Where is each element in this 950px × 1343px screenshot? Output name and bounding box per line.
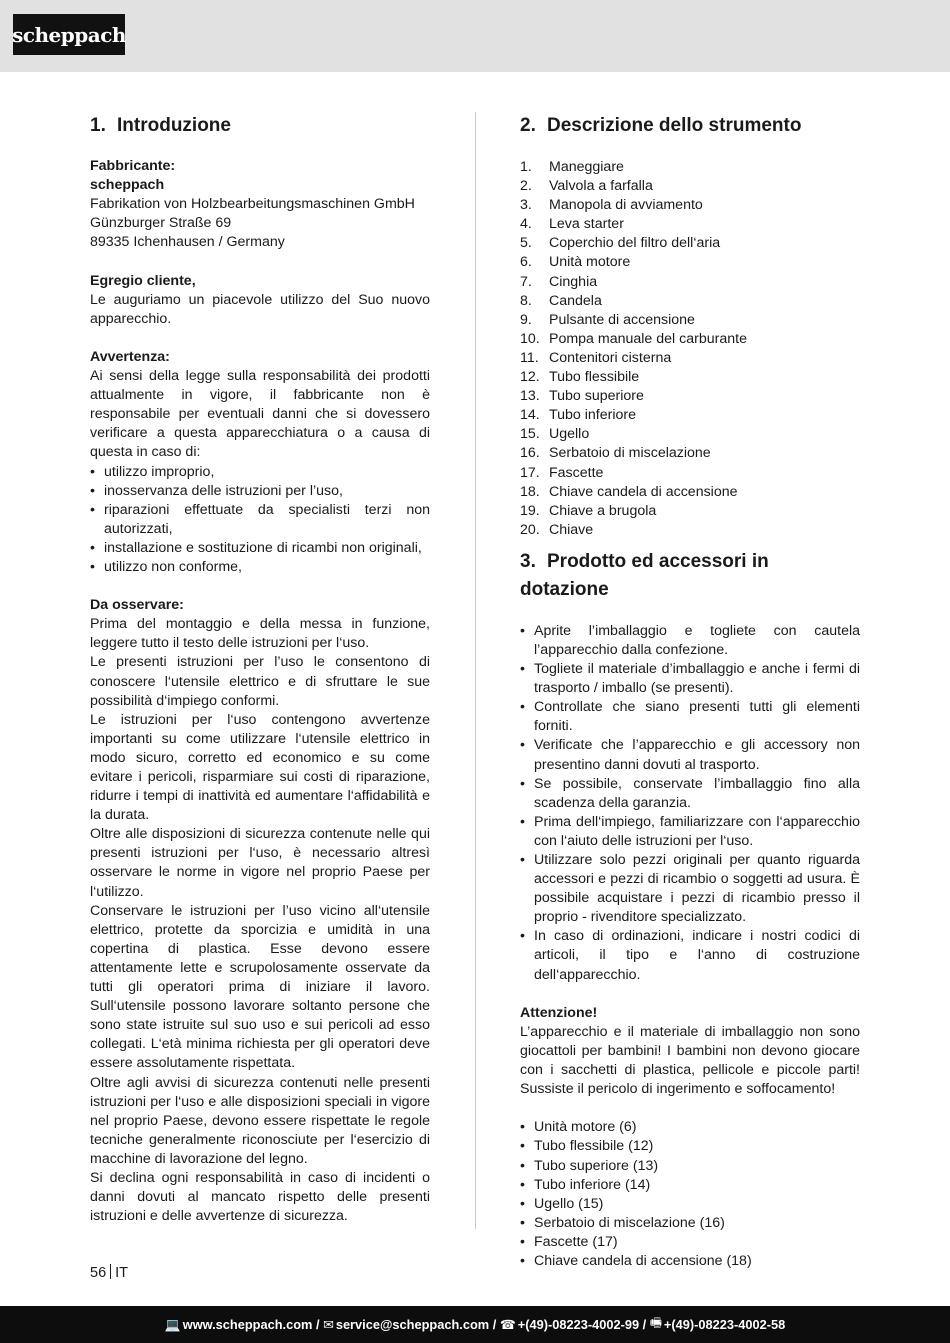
list-item: • Se possibile, conservate l’imballaggio fino alla scadenza della garanzia. bbox=[520, 775, 860, 813]
parts-list-item: 18. Chiave candela di accensione bbox=[520, 483, 738, 500]
list-item: • Unità motore (6) bbox=[520, 1118, 860, 1137]
parts-list-item: 11. Contenitori cisterna bbox=[520, 349, 672, 366]
list-item: • Serbatoio di miscelazione (16) bbox=[520, 1214, 860, 1233]
list-item: • Controllate che siano presenti tutti gli elementi forniti. bbox=[520, 698, 860, 736]
footer-mail[interactable]: service@scheppach.com bbox=[335, 1317, 490, 1332]
section-2-title: 2. Descrizione dello strumento bbox=[520, 115, 802, 136]
parts-list-item: 15. Ugello bbox=[520, 426, 590, 443]
parts-list-item: 3. Manopola di avviamento bbox=[520, 197, 703, 214]
parts-list-item: 4. Leva starter bbox=[520, 216, 624, 233]
manufacturer-label: Fabbricante: bbox=[90, 158, 176, 174]
attention-label: Attenzione! bbox=[520, 1004, 598, 1021]
observe-paragraph: Oltre alle disposizioni di sicurezza contenute nelle qui presenti istruzioni per l‘uso, è necessario altresì osservare le norme in vigore nel proprio Paese per l‘utilizzo. bbox=[90, 826, 430, 900]
mail-icon: ✉ bbox=[323, 1316, 334, 1332]
attention-text: L’apparecchio e il materiale di imballaggio non sono giocattoli per bambini! I bambini non devono giocare con i sacchetti di plastica, pellicole e piccole parti! Sussiste il pericolo di ingerimento e soffocamento! bbox=[520, 1023, 860, 1098]
observe-paragraph: Conservare le istruzioni per l’uso vicino all‘utensile elettrico, protette da sporcizia e umidità in una copertina di plastica. Esse devono essere attentamente lette e scrupolosamente osservate da tutti gli operatori prima di iniziare il lavoro. Sull‘utensile possono lavorare soltanto persone che sono state istruite sul suo uso e sui pericoli ad esso collegati. L‘età minima richiesta per gli operatori deve essere assolutamente rispettata. bbox=[90, 902, 430, 1072]
list-item: • inosservanza delle istruzioni per l’uso, bbox=[90, 482, 430, 501]
parts-list-item: 6. Unità motore bbox=[520, 254, 631, 271]
manufacturer-line: Günzburger Straße 69 bbox=[90, 215, 232, 232]
customer-text: Le auguriamo un piacevole utilizzo del Suo nuovo apparecchio. bbox=[90, 291, 430, 327]
list-item: • Prima dell‘impiego, familiarizzare con l‘apparecchio con l‘aiuto delle istruzioni per l‘uso. bbox=[520, 813, 860, 851]
list-item: • Chiave candela di accensione (18) bbox=[520, 1252, 860, 1271]
footer-web[interactable]: www.scheppach.com bbox=[182, 1317, 313, 1332]
warning-label: Avvertenza: bbox=[90, 348, 170, 365]
scheppach-logo: scheppach bbox=[13, 14, 125, 55]
parts-list-item: 17. Fascette bbox=[520, 464, 604, 481]
list-item: • installazione e sostituzione di ricambi non originali, bbox=[90, 539, 430, 558]
list-item: • Tubo flessibile (12) bbox=[520, 1137, 860, 1156]
computer-icon: 💻 bbox=[164, 1316, 181, 1332]
list-item: • riparazioni effettuate da specialisti terzi non autorizzati, bbox=[90, 501, 430, 539]
left-column bbox=[90, 112, 430, 1226]
parts-list-item: 1. Maneggiare bbox=[520, 159, 624, 175]
parts-list-item: 8. Candela bbox=[520, 292, 602, 309]
page-number: 56 IT bbox=[90, 1265, 129, 1281]
list-item: • Togliete il materiale d’imballaggio e anche i fermi di trasporto / imballo (se presenti). bbox=[520, 660, 860, 698]
observe-label: Da osservare: bbox=[90, 597, 184, 614]
list-item: • Ugello (15) bbox=[520, 1195, 860, 1214]
parts-list-item: 5. Coperchio del filtro dell‘aria bbox=[520, 235, 721, 252]
parts-list-item: 12. Tubo flessibile bbox=[520, 369, 640, 386]
parts-list-item: 7. Cinghia bbox=[520, 273, 598, 290]
observe-paragraph: Prima del montaggio e della messa in funzione, leggere tutto il testo delle istruzioni per l‘uso. bbox=[90, 616, 430, 652]
section-3-title: 3. Prodotto ed accessori in dotazione bbox=[520, 550, 769, 600]
list-item: • Verificate che l’apparecchio e gli accessory non presentino danni dovuti al trasporto. bbox=[520, 736, 860, 774]
section-1-title: 1. Introduzione bbox=[90, 115, 231, 136]
list-item: • Tubo inferiore (14) bbox=[520, 1176, 860, 1195]
list-item: • Aprite l’imballaggio e togliete con cautela l’apparecchio dalla confezione. bbox=[520, 622, 860, 660]
parts-list-item: 19. Chiave a brugola bbox=[520, 502, 657, 519]
parts-list bbox=[520, 158, 860, 540]
parts-list-item: 16. Serbatoio di miscelazione bbox=[520, 445, 711, 462]
right-column bbox=[520, 112, 860, 1271]
parts-list-item: 2. Valvola a farfalla bbox=[520, 178, 653, 195]
parts-list-item: 13. Tubo superiore bbox=[520, 388, 644, 405]
observe-paragraph: Si declina ogni responsabilità in caso di incidenti o danni dovuti al mancato rispetto delle presenti istruzioni e delle avvertenze di sicurezza. bbox=[90, 1169, 430, 1225]
list-item: • In caso di ordinazioni, indicare i nostri codici di articoli, il tipo e l‘anno di costruzione dell‘apparecchio. bbox=[520, 927, 860, 984]
header-band bbox=[0, 0, 950, 72]
warning-text: Ai sensi della legge sulla responsabilità dei prodotti attualmente in vigore, il fabbricante non è responsabile per eventuali danni che si dovessero verificare a questa apparecchiatura o a causa di questa in caso di: bbox=[90, 368, 430, 461]
list-item: • utilizzo improprio, bbox=[90, 463, 430, 482]
list-item: • Utilizzare solo pezzi originali per quanto riguarda accessori e pezzi di ricambio o soggetti ad usura. È possibile acquistare i pezzi di ricambio presso il proprio - rivenditore specializzato. bbox=[520, 851, 860, 927]
footer-phone: +(49)-08223-4002-99 bbox=[517, 1317, 640, 1332]
list-item: • utilizzo non conforme, bbox=[90, 558, 430, 577]
column-divider bbox=[475, 112, 476, 1229]
observe-paragraph: Oltre agli avvisi di sicurezza contenuti nelle presenti istruzioni per l‘uso e alle disposizioni speciali in vigore nel proprio Paese, devono essere rispettate le regole tecniche generalmente riconosciute per l‘esercizio di macchine di lavorazione del legno. bbox=[90, 1074, 430, 1167]
parts-list-item: 20. Chiave bbox=[520, 521, 594, 538]
manufacturer-line: 89335 Ichenhausen / Germany bbox=[90, 234, 285, 251]
manufacturer-line: Fabrikation von Holzbearbeitungsmaschinen GmbH bbox=[90, 196, 415, 213]
parts-list-item: 9. Pulsante di accensione bbox=[520, 311, 695, 328]
list-item: • Tubo superiore (13) bbox=[520, 1157, 860, 1176]
delivery-list bbox=[520, 1118, 860, 1271]
supply-list bbox=[520, 622, 860, 985]
warning-list bbox=[90, 463, 430, 578]
footer-fax: +(49)-08223-4002-58 bbox=[663, 1317, 786, 1332]
manufacturer-name: scheppach bbox=[90, 177, 165, 194]
parts-list-item: 10. Pompa manuale del carburante bbox=[520, 330, 747, 347]
observe-paragraph: Le presenti istruzioni per l’uso le consentono di conoscere l‘utensile elettrico e di sfruttare le sue possibilità d‘impiego conformi. bbox=[90, 654, 430, 709]
parts-list-item: 14. Tubo inferiore bbox=[520, 407, 637, 424]
list-item: • Fascette (17) bbox=[520, 1233, 860, 1252]
footer-contact-bar: 💻 www.scheppach.com / ✉ service@scheppach.com / ☎ +(49)-08223-4002-99 / 🖷 +(49)-08223-4002-58 bbox=[0, 1306, 950, 1343]
customer-label: Egregio cliente, bbox=[90, 272, 196, 289]
fax-icon: 🖷 bbox=[649, 1314, 662, 1330]
observe-paragraph: Le istruzioni per l‘uso contengono avvertenze importanti su come utilizzare l‘utensile elettrico in modo sicuro, corretto ed economico e su come evitare i pericoli, risparmiare sui costi di riparazione, ridurre i tempi di inattività ed aumentare l‘affidabilità e la durata. bbox=[90, 711, 430, 824]
phone-icon: ☎ bbox=[499, 1316, 516, 1332]
